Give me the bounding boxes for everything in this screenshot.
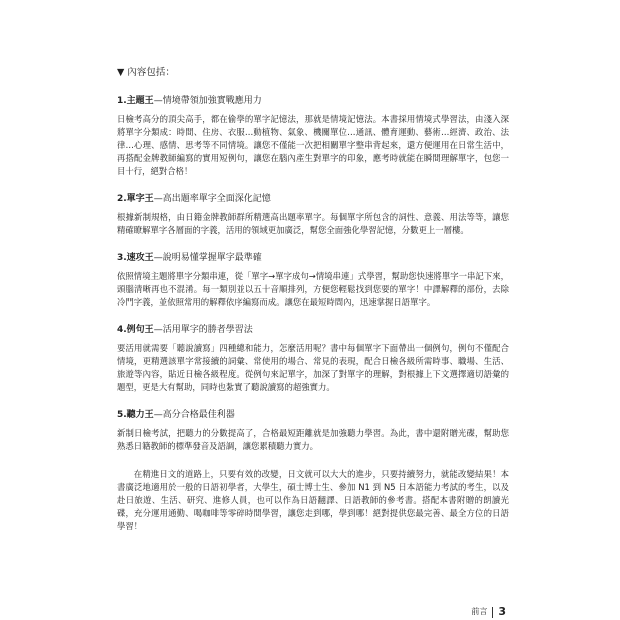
section-2 <box>117 193 509 237</box>
section-1 <box>117 95 509 178</box>
section-body: 新制日檢考試，把聽力的分數提高了，合格最短距離就是加強聽力學習。為此，書中還附贈光碟，幫助您熟悉日籍教師的標準發音及語調，讓您累積聽力實力。 <box>117 428 509 451</box>
page-content <box>117 66 509 533</box>
section-body: 根據新制規格，由日籍金牌教師群所精選高出題率單字。每個單字所包含的詞性、意義、用法等等，讓您精確瞭解單字各層面的字義，活用的領域更加廣泛，幫您全面強化學習記憶，分數更上一層樓。 <box>117 212 509 235</box>
section-heading-bold: 4.例句王 <box>117 325 154 335</box>
section-body: 日檢考高分的頂尖高手，都在偷學的單字記憶法，那就是情境記憶法。本書採用情境式學習法，由淺入深將單字分類成：時間、住房、衣服…動植物、氣象、機關單位…通訊、體育運動、藝術…經濟、政治、法律…心理、感情、思考等不同情境。讓您不僅能一次把相關單字整串背起來，還方便運用在日常生活中，再搭配金牌教師編寫的實用短例句，讓您在腦內產生對單字的印象，應考時就能在瞬間理解單字，包您一目十行，絕對合格！ <box>117 114 509 176</box>
section-heading-bold: 3.速攻王 <box>117 253 154 263</box>
footer-divider <box>492 607 493 618</box>
section-heading-bold: 1.主題王 <box>117 96 154 106</box>
section-heading <box>117 324 509 337</box>
section-5 <box>117 409 509 453</box>
section-4 <box>117 324 509 394</box>
section-heading <box>117 193 509 206</box>
page-number: 3 <box>498 605 506 618</box>
section-3 <box>117 252 509 309</box>
section-heading-rest: —高分合格最佳利器 <box>153 410 235 420</box>
section-heading <box>117 409 509 422</box>
section-heading-rest: —活用單字的勝者學習法 <box>153 325 253 335</box>
section-heading-rest: —高出題率單字全面深化記憶 <box>153 194 271 204</box>
closing-paragraph: 在精進日文的道路上，只要有效的改變，日文就可以大大的進步，只要持續努力，就能改變結果！本書廣泛地適用於一般的日語初學者，大學生，碩士博士生、參加 N1 到 N5 日本語能力考試的考生，以及赴日旅遊、生活、研究、進修人員，也可以作為日語翻譯、日語教師的參考書。搭配本書附贈的朗讀光碟，充分運用通勤、喝咖啡等零碎時間學習，讓您走到哪，學到哪！絕對提供您最完善、最全方位的日語學習！ <box>117 469 509 531</box>
footer-label: 前言 <box>471 607 488 616</box>
contents-title: ▼ 內容包括： <box>117 67 175 78</box>
page-footer <box>471 606 506 618</box>
section-heading <box>117 252 509 265</box>
section-body: 要活用就需要「聽說讀寫」四種總和能力，怎麼活用呢？書中每個單字下面帶出一個例句，例句不僅配合情境，更精選該單字常接續的詞彙、常使用的場合、常見的表現，配合日檢各級所需時事、職場、生活、旅遊等內容，貼近日檢各級程度。從例句來記單字，加深了對單字的理解，對根據上下文選擇適切語彙的題型，更是大有幫助，同時也紮實了聽說讀寫的超強實力。 <box>117 343 509 392</box>
section-heading-bold: 5.聽力王 <box>117 410 154 420</box>
section-heading-bold: 2.單字王 <box>117 194 154 204</box>
section-heading-rest: —情境帶領加強實戰應用力 <box>153 96 262 106</box>
section-heading-rest: —說明易懂掌握單字最準確 <box>153 253 262 263</box>
section-body: 依照情境主題將單字分類串連，從「單字→單字成句→情境串連」式學習，幫助您快速將單字一串記下來，頭腦清晰再也不混淆。每一類別並以五十音順排列，方便您輕鬆找到您要的單字！中譯解釋的部份，去除冷門字義，並依照常用的解釋依序編寫而成。讓您在最短時間內，迅速掌握日語單字。 <box>117 271 509 307</box>
section-heading <box>117 95 509 108</box>
